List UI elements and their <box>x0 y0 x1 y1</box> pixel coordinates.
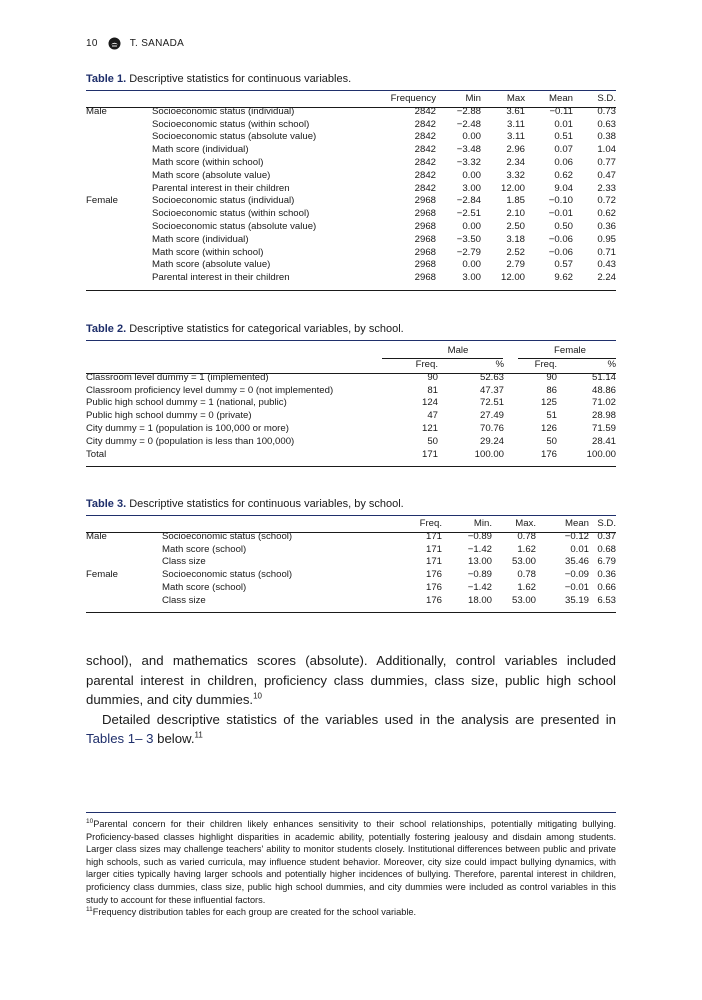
table3-header-rule <box>86 532 616 533</box>
table1-col-sd: S.D. <box>597 93 616 104</box>
cell-mean: −0.10 <box>548 195 573 207</box>
table-row <box>86 170 616 183</box>
table-row <box>86 397 616 410</box>
cell-female-freq: 90 <box>546 371 557 383</box>
cell-female-freq: 51 <box>546 410 557 422</box>
table2-caption-text: Descriptive statistics for categorical variables, by school. <box>129 323 404 335</box>
cell-freq: 171 <box>425 530 442 542</box>
cell-min: 0.00 <box>462 169 481 181</box>
cell-sd: 0.73 <box>597 105 616 117</box>
cell-min: −3.32 <box>456 156 481 168</box>
cell-max: 2.52 <box>506 246 525 258</box>
cell-mean: −0.09 <box>564 569 589 581</box>
table3-label: Table 3. <box>86 498 127 510</box>
table1-header-rule <box>86 107 616 108</box>
cell-freq: 2842 <box>414 105 436 117</box>
cell-freq: 176 <box>425 594 442 606</box>
cell-max: 3.11 <box>507 131 525 143</box>
running-header <box>86 37 184 50</box>
table1-bottom-rule <box>86 290 616 291</box>
row-group-label <box>86 170 152 183</box>
cell-mean: 0.07 <box>554 144 573 156</box>
cell-mean: 0.01 <box>570 543 589 555</box>
body-paragraph-2-end: below. <box>153 731 195 746</box>
row-variable-name: Socioeconomic status (school) <box>162 569 293 581</box>
table-row <box>86 595 616 608</box>
cell-sd: 6.79 <box>597 556 616 568</box>
cell-male-freq: 90 <box>427 371 438 383</box>
footnote-mark-10: 10 <box>86 817 94 825</box>
cell-max: 0.78 <box>517 569 536 581</box>
table1-col-mean: Mean <box>549 93 573 104</box>
cell-freq: 2842 <box>414 131 436 143</box>
footnotes <box>86 818 616 919</box>
cell-female-pct: 28.98 <box>591 410 616 422</box>
cell-min: 3.00 <box>462 272 481 284</box>
table2-top-rule <box>86 340 616 341</box>
cell-min: −2.51 <box>456 208 481 220</box>
cell-mean: −0.01 <box>564 581 589 593</box>
cell-sd: 0.36 <box>597 569 616 581</box>
footnote-mark-11: 11 <box>86 906 93 914</box>
table2-caption <box>86 323 404 335</box>
row-group-label: Female <box>86 195 118 207</box>
cell-male-pct: 100.00 <box>474 448 504 460</box>
cell-female-freq: 50 <box>546 435 557 447</box>
row-variable-name: Socioeconomic status (within school) <box>152 208 310 220</box>
cell-female-pct: 71.59 <box>591 422 616 434</box>
row-variable-name: Total <box>86 448 107 460</box>
row-variable-name: Math score (individual) <box>152 233 249 245</box>
row-group-label <box>86 221 152 234</box>
cell-max: 2.96 <box>506 144 525 156</box>
cell-sd: 0.47 <box>597 169 616 181</box>
table3-col-max: Max. <box>515 518 536 529</box>
cell-male-pct: 52.63 <box>479 371 504 383</box>
cell-min: −1.42 <box>467 543 492 555</box>
cell-female-pct: 51.14 <box>591 371 616 383</box>
cell-freq: 2968 <box>414 220 436 232</box>
table2-col-female-pct: % <box>607 359 616 370</box>
cell-male-pct: 27.49 <box>479 410 504 422</box>
cell-female-freq: 125 <box>540 397 557 409</box>
cell-female-pct: 100.00 <box>586 448 616 460</box>
table-row <box>86 569 616 582</box>
body-paragraph-1-text: school), and mathematics scores (absolute). Additionally, control variables included parental interest in children, proficiency class dummies, class size, public high school dummies, and city dummies. <box>86 653 616 707</box>
table1-caption-text: Descriptive statistics for continuous variables. <box>129 73 352 85</box>
row-group-label <box>86 131 152 144</box>
table-row <box>86 449 616 462</box>
table2-label: Table 2. <box>86 323 127 335</box>
table-row <box>86 259 616 272</box>
cell-max: 2.34 <box>506 156 525 168</box>
cell-male-freq: 81 <box>427 384 438 396</box>
table2-group-header-row <box>86 342 616 359</box>
cell-freq: 171 <box>425 556 442 568</box>
table-row <box>86 157 616 170</box>
cell-max: 3.61 <box>506 105 525 117</box>
table-row <box>86 582 616 595</box>
table-row <box>86 410 616 423</box>
cell-mean: −0.12 <box>564 530 589 542</box>
cell-max: 53.00 <box>511 556 536 568</box>
table-row <box>86 195 616 208</box>
cell-max: 1.62 <box>517 581 536 593</box>
publisher-logo-icon <box>108 37 121 50</box>
cell-male-pct: 70.76 <box>479 422 504 434</box>
table3-col-mean: Mean <box>565 518 589 529</box>
cell-sd: 0.71 <box>597 246 616 258</box>
table2-group-female: Female <box>554 345 586 356</box>
cell-min: 0.00 <box>462 259 481 271</box>
row-variable-name: Parental interest in their children <box>152 272 290 284</box>
cell-female-pct: 48.86 <box>591 384 616 396</box>
cell-max: 2.10 <box>506 208 525 220</box>
row-group-label <box>86 183 152 196</box>
cell-sd: 0.66 <box>597 581 616 593</box>
row-variable-name: Classroom level dummy = 1 (implemented) <box>86 371 269 383</box>
table-row <box>86 144 616 157</box>
footnote-ref-10[interactable]: 10 <box>253 691 263 701</box>
row-variable-name: Socioeconomic status (school) <box>162 530 293 542</box>
cell-min: −1.42 <box>467 581 492 593</box>
row-group-label: Male <box>86 530 107 542</box>
cell-mean: −0.06 <box>548 246 573 258</box>
row-variable-name: Math score (absolute value) <box>152 259 271 271</box>
row-variable-name: Math score (individual) <box>152 144 249 156</box>
cell-female-freq: 126 <box>540 422 557 434</box>
table3-header-row <box>86 518 616 531</box>
table2-group-male: Male <box>447 345 469 356</box>
table2 <box>86 342 616 461</box>
table1-col-frequency: Frequency <box>390 93 436 104</box>
table2-col-male-freq: Freq. <box>415 359 438 370</box>
cell-max: 3.11 <box>507 118 525 130</box>
cell-min: −2.84 <box>456 195 481 207</box>
row-group-label <box>86 144 152 157</box>
table3-col-sd: S.D. <box>597 518 616 529</box>
cell-mean: 0.57 <box>554 259 573 271</box>
cell-freq: 2968 <box>414 208 436 220</box>
cell-male-pct: 47.37 <box>479 384 504 396</box>
row-variable-name: Socioeconomic status (individual) <box>152 195 295 207</box>
row-variable-name: Math score (within school) <box>152 156 264 168</box>
footnote-ref-11[interactable]: 11 <box>194 730 203 740</box>
table-row <box>86 221 616 234</box>
row-group-label <box>86 544 162 557</box>
body-text <box>86 651 616 749</box>
page-number: 10 <box>86 38 98 49</box>
cell-max: 1.62 <box>517 543 536 555</box>
cell-mean: −0.11 <box>549 105 573 117</box>
cell-mean: 0.62 <box>554 169 573 181</box>
table1-label: Table 1. <box>86 73 127 85</box>
cell-sd: 0.36 <box>597 220 616 232</box>
table-row <box>86 208 616 221</box>
footnote-11 <box>86 906 616 919</box>
row-group-label <box>86 272 152 285</box>
cell-min: −2.48 <box>456 118 481 130</box>
cell-female-freq: 86 <box>546 384 557 396</box>
body-paragraph-2 <box>86 710 616 749</box>
cell-mean: 0.06 <box>554 156 573 168</box>
table-row <box>86 272 616 285</box>
table2-col-male-pct: % <box>495 359 504 370</box>
cell-mean: 35.46 <box>564 556 589 568</box>
table-row <box>86 183 616 196</box>
cell-mean: 0.01 <box>554 118 573 130</box>
row-variable-name: City dummy = 1 (population is 100,000 or more) <box>86 422 289 434</box>
table-row <box>86 544 616 557</box>
table2-subheader-row <box>86 359 616 372</box>
table1-top-rule <box>86 90 616 91</box>
cell-freq: 2842 <box>414 144 436 156</box>
cell-min: −3.48 <box>456 144 481 156</box>
cell-male-freq: 50 <box>427 435 438 447</box>
table2-header-rule <box>86 373 616 374</box>
table-row <box>86 423 616 436</box>
footnote-rule <box>86 812 616 813</box>
table-row <box>86 119 616 132</box>
cell-max: 53.00 <box>511 594 536 606</box>
row-variable-name: Public high school dummy = 0 (private) <box>86 410 252 422</box>
row-group-label <box>86 247 152 260</box>
cell-mean: −0.06 <box>548 233 573 245</box>
cell-freq: 2842 <box>414 169 436 181</box>
row-group-label <box>86 556 162 569</box>
cell-female-pct: 71.02 <box>591 397 616 409</box>
row-variable-name: Socioeconomic status (within school) <box>152 118 310 130</box>
cell-sd: 0.95 <box>597 233 616 245</box>
cell-max: 3.18 <box>506 233 525 245</box>
cell-mean: 0.50 <box>554 220 573 232</box>
table3-caption-text: Descriptive statistics for continuous variables, by school. <box>129 498 404 510</box>
cell-freq: 2842 <box>414 156 436 168</box>
cell-male-freq: 121 <box>421 422 438 434</box>
cell-male-freq: 171 <box>421 448 438 460</box>
table3-col-min: Min. <box>473 518 492 529</box>
body-paragraph-1 <box>86 651 616 710</box>
cell-min: −0.89 <box>467 569 492 581</box>
row-variable-name: Public high school dummy = 1 (national, public) <box>86 397 287 409</box>
cell-freq: 2842 <box>414 118 436 130</box>
footnote-10-text: Parental concern for their children likely enhances sensitivity to their school relationships, potentially mitigating bullying. Proficiency-based classes highlight disparities in academic ability, potentially fostering jealousy and disdain among students. Larger class sizes may challenge teachers' ability to monitor students closely. Institutional differences between public and private high schools, such as varied curricula, may influence student behavior. Moreover, city size could impact bullying dynamics, with larger cities typically having larger schools and potentially higher incidences of bullying. Therefore, parental interest in children, proficiency class dummies, class size, public high school dummies, and city dummies were included as control variables in this study to account for these influential factors. <box>86 819 616 905</box>
cell-min: 3.00 <box>462 182 481 194</box>
cell-max: 2.50 <box>506 220 525 232</box>
cell-freq: 176 <box>425 581 442 593</box>
cell-freq: 2842 <box>414 182 436 194</box>
cell-min: −0.89 <box>467 530 492 542</box>
row-group-label <box>86 595 162 608</box>
cell-freq: 2968 <box>414 233 436 245</box>
table3-caption <box>86 498 404 510</box>
cell-min: 13.00 <box>467 556 492 568</box>
cell-sd: 2.24 <box>597 272 616 284</box>
footnote-10 <box>86 818 616 906</box>
cell-sd: 6.53 <box>597 594 616 606</box>
table3-bottom-rule <box>86 612 616 613</box>
cell-freq: 171 <box>425 543 442 555</box>
cell-max: 12.00 <box>500 182 525 194</box>
row-variable-name: Socioeconomic status (absolute value) <box>152 131 317 143</box>
row-variable-name: Math score (within school) <box>152 246 264 258</box>
cell-sd: 1.04 <box>597 144 616 156</box>
cell-sd: 0.72 <box>597 195 616 207</box>
cell-sd: 0.62 <box>597 208 616 220</box>
cell-freq: 2968 <box>414 272 436 284</box>
cell-male-freq: 47 <box>427 410 438 422</box>
cell-sd: 0.68 <box>597 543 616 555</box>
row-group-label <box>86 119 152 132</box>
cell-mean: 35.19 <box>564 594 589 606</box>
cell-min: −2.88 <box>456 105 481 117</box>
row-variable-name: Math score (absolute value) <box>152 169 271 181</box>
cell-sd: 2.33 <box>597 182 616 194</box>
table-row <box>86 436 616 449</box>
cell-freq: 176 <box>425 569 442 581</box>
row-group-label: Male <box>86 105 107 117</box>
cell-sd: 0.38 <box>597 131 616 143</box>
cell-max: 12.00 <box>500 272 525 284</box>
table-row <box>86 131 616 144</box>
body-paragraph-2-text: Detailed descriptive statistics of the variables used in the analysis are presented in <box>102 711 616 727</box>
cell-min: 0.00 <box>462 220 481 232</box>
cell-max: 3.32 <box>506 169 525 181</box>
table-row <box>86 234 616 247</box>
row-group-label <box>86 582 162 595</box>
cell-max: 1.85 <box>506 195 525 207</box>
cell-male-pct: 72.51 <box>479 397 504 409</box>
table-row <box>86 556 616 569</box>
cell-max: 2.79 <box>506 259 525 271</box>
table2-bottom-rule <box>86 466 616 467</box>
table1-col-min: Min <box>465 93 481 104</box>
row-group-label <box>86 234 152 247</box>
table1 <box>86 93 616 285</box>
row-variable-name: Class size <box>162 556 206 568</box>
table-row <box>86 385 616 398</box>
row-variable-name: Socioeconomic status (absolute value) <box>152 220 317 232</box>
cell-female-freq: 176 <box>540 448 557 460</box>
cell-mean: 0.51 <box>554 131 573 143</box>
row-group-label <box>86 208 152 221</box>
row-group-label: Female <box>86 569 118 581</box>
table2-male-span-rule <box>382 358 503 359</box>
row-variable-name: Classroom proficiency level dummy = 0 (not implemented) <box>86 384 334 396</box>
cell-male-pct: 29.24 <box>479 435 504 447</box>
table1-col-max: Max <box>506 93 525 104</box>
row-group-label <box>86 157 152 170</box>
row-variable-name: Math score (school) <box>162 581 247 593</box>
table1-caption <box>86 73 351 85</box>
cell-sd: 0.63 <box>597 118 616 130</box>
cell-freq: 2968 <box>414 195 436 207</box>
cell-mean: −0.01 <box>548 208 573 220</box>
cell-freq: 2968 <box>414 259 436 271</box>
cell-female-pct: 28.41 <box>591 435 616 447</box>
cell-min: −2.79 <box>456 246 481 258</box>
cell-min: 18.00 <box>467 594 492 606</box>
cell-min: −3.50 <box>456 233 481 245</box>
row-variable-name: Math score (school) <box>162 543 247 555</box>
footnote-11-text: Frequency distribution tables for each group are created for the school variable. <box>92 907 417 918</box>
table-row <box>86 247 616 260</box>
table1-header-row <box>86 93 616 106</box>
row-variable-name: Class size <box>162 594 206 606</box>
row-variable-name: Parental interest in their children <box>152 182 290 194</box>
tables-link[interactable]: Tables 1– 3 <box>86 731 154 746</box>
table3-col-freq: Freq. <box>419 518 442 529</box>
table2-col-female-freq: Freq. <box>534 359 557 370</box>
row-group-label <box>86 259 152 272</box>
cell-sd: 0.37 <box>597 530 616 542</box>
cell-max: 0.78 <box>517 530 536 542</box>
table2-female-span-rule <box>518 358 616 359</box>
row-variable-name: City dummy = 0 (population is less than 100,000) <box>86 435 295 447</box>
table3-top-rule <box>86 515 616 516</box>
cell-mean: 9.62 <box>554 272 573 284</box>
cell-sd: 0.77 <box>597 156 616 168</box>
cell-sd: 0.43 <box>597 259 616 271</box>
cell-min: 0.00 <box>462 131 481 143</box>
row-variable-name: Socioeconomic status (individual) <box>152 105 295 117</box>
running-author: T. SANADA <box>129 38 185 49</box>
cell-freq: 2968 <box>414 246 436 258</box>
cell-male-freq: 124 <box>421 397 438 409</box>
cell-mean: 9.04 <box>554 182 573 194</box>
